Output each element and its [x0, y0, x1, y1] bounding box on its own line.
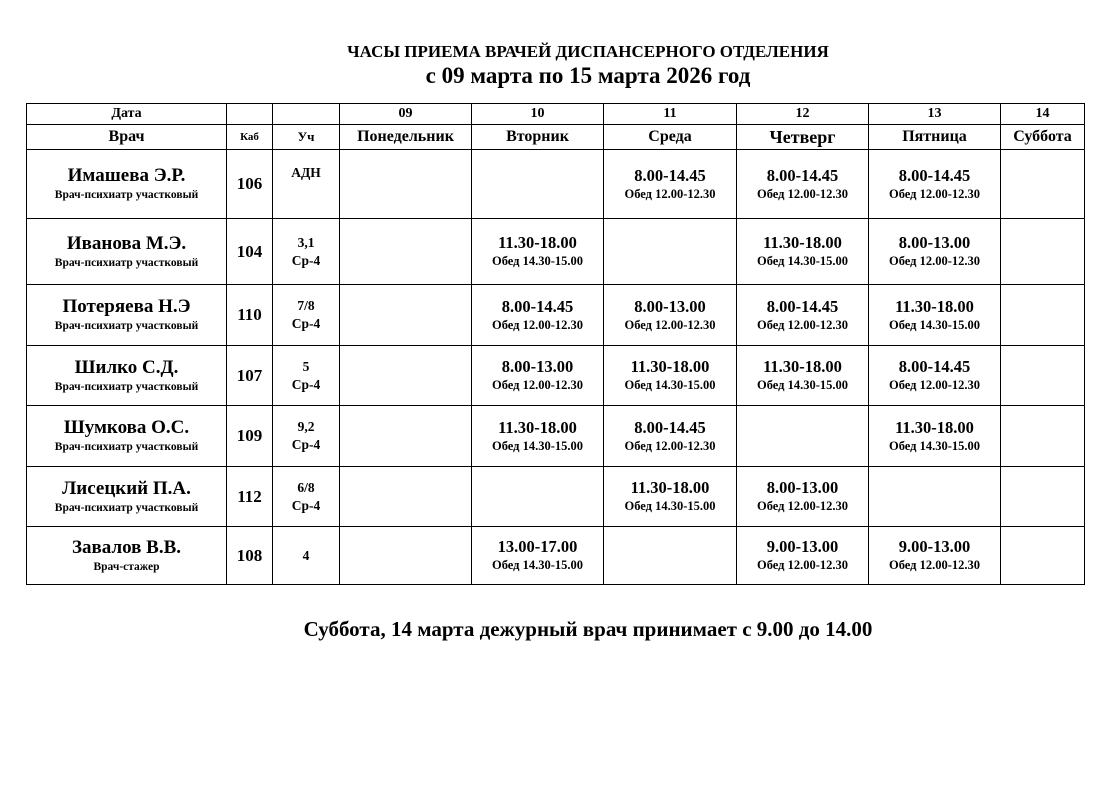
doctor-cell	[27, 467, 227, 527]
schedule-period: с 09 марта по 15 марта 2026 год	[425, 63, 751, 88]
cabinet-number: 110	[227, 285, 273, 346]
schedule-slot	[472, 346, 604, 406]
slot-content	[737, 478, 868, 515]
doctor-info	[27, 478, 226, 516]
slot-hours: 11.30-18.00	[895, 417, 974, 437]
district-extra: Ср-4	[291, 252, 321, 268]
empty-header-cell	[273, 104, 340, 125]
district-number: 6/8	[297, 479, 315, 495]
schedule-slot	[472, 219, 604, 285]
slot-hours: 8.00-14.45	[634, 165, 706, 185]
district-extra: Ср-4	[291, 376, 321, 392]
doctor-role: Врач-психиатр участковый	[54, 441, 199, 453]
date-cell: 13	[869, 104, 1001, 125]
district-number: 9,2	[297, 419, 315, 434]
schedule-slot	[737, 346, 869, 406]
slot-lunch: Обед 12.00-12.30	[756, 499, 849, 513]
slot-lunch: Обед 14.30-15.00	[624, 499, 716, 513]
schedule-slot	[737, 150, 869, 219]
slot-lunch: Обед 12.00-12.30	[624, 317, 716, 332]
date-label: Дата	[27, 104, 227, 125]
schedule-slot	[869, 527, 1001, 585]
slot-content	[472, 233, 603, 270]
document-title: ЧАСЫ ПРИЕМА ВРАЧЕЙ ДИСПАНСЕРНОГО ОТДЕЛЕНИЯ	[347, 42, 829, 61]
doctor-info	[27, 537, 226, 575]
district-cell	[273, 346, 340, 406]
slot-content	[472, 297, 603, 334]
doctor-row	[27, 346, 1085, 406]
doctor-name: Потеряева Н.Э	[62, 296, 191, 317]
district-cell	[273, 527, 340, 585]
schedule-slot	[472, 406, 604, 467]
slot-content	[737, 166, 868, 203]
schedule-slot	[737, 219, 869, 285]
schedule-slot	[1001, 467, 1085, 527]
doctor-name: Шилко С.Д.	[74, 356, 179, 378]
header-row-dates	[27, 104, 1085, 125]
schedule-slot	[472, 150, 604, 219]
slot-lunch: Обед 12.00-12.30	[888, 558, 981, 572]
district-info	[273, 547, 339, 565]
schedule-slot	[737, 406, 869, 467]
cabinet-number: 107	[227, 346, 273, 406]
slot-hours: 11.30-18.00	[763, 357, 842, 376]
slot-hours: 11.30-18.00	[498, 233, 577, 252]
district-label: Уч	[273, 125, 340, 150]
slot-content	[869, 297, 1000, 334]
slot-hours: 8.00-14.45	[898, 165, 971, 185]
slot-hours: 11.30-18.00	[498, 417, 577, 437]
date-cell: 12	[737, 104, 869, 125]
weekday-cell: Понедельник	[340, 125, 472, 150]
doctor-role: Врач-психиатр участковый	[54, 256, 199, 269]
slot-hours: 8.00-14.45	[898, 357, 971, 376]
schedule-slot	[604, 285, 737, 346]
doctor-role: Врач-психиатр участковый	[54, 501, 199, 514]
weekday-cell: Четверг	[737, 125, 869, 150]
doctor-cell	[27, 406, 227, 467]
doctor-info	[27, 233, 226, 271]
schedule-slot	[1001, 150, 1085, 219]
district-number: 3,1	[297, 234, 315, 250]
slot-content	[737, 357, 868, 394]
district-info	[273, 418, 339, 454]
slot-content	[604, 297, 736, 334]
schedule-slot	[340, 527, 472, 585]
slot-lunch: Обед 12.00-12.30	[888, 186, 981, 201]
doctor-role: Врач-стажер	[93, 560, 160, 573]
slot-lunch: Обед 12.00-12.30	[491, 378, 584, 392]
doctor-label: Врач	[27, 125, 227, 150]
schedule-slot	[869, 219, 1001, 285]
slot-hours: 11.30-18.00	[895, 296, 974, 316]
district-number: АДН	[291, 165, 321, 180]
district-info	[273, 358, 339, 394]
weekday-cell: Пятница	[869, 125, 1001, 150]
slot-content	[869, 166, 1000, 203]
doctor-info	[27, 296, 226, 334]
slot-content	[472, 357, 603, 394]
slot-lunch: Обед 12.00-12.30	[888, 254, 981, 268]
slot-lunch: Обед 14.30-15.00	[756, 378, 849, 392]
slot-lunch: Обед 14.30-15.00	[491, 438, 584, 453]
doctor-row	[27, 219, 1085, 285]
schedule-slot	[340, 150, 472, 219]
doctor-name: Имашева Э.Р.	[67, 165, 186, 186]
schedule-slot	[604, 346, 737, 406]
district-cell	[273, 150, 340, 219]
weekday-cell: Среда	[604, 125, 737, 150]
schedule-slot	[604, 150, 737, 219]
schedule-slot	[340, 467, 472, 527]
schedule-slot	[604, 406, 737, 467]
slot-hours: 9.00-13.00	[766, 537, 839, 556]
schedule-table	[26, 103, 1085, 585]
schedule-slot	[472, 527, 604, 585]
schedule-slot	[1001, 406, 1085, 467]
doctor-role: Врач-психиатр участковый	[54, 380, 199, 393]
date-cell: 10	[472, 104, 604, 125]
schedule-slot	[340, 346, 472, 406]
date-cell: 11	[604, 104, 737, 125]
slot-hours: 8.00-14.45	[634, 417, 706, 437]
schedule-slot	[1001, 219, 1085, 285]
slot-content	[869, 357, 1000, 394]
doctor-row	[27, 150, 1085, 219]
district-cell	[273, 219, 340, 285]
doctor-cell	[27, 150, 227, 219]
slot-content	[604, 166, 736, 203]
slot-hours: 11.30-18.00	[630, 478, 710, 497]
slot-lunch: Обед 14.30-15.00	[491, 558, 584, 572]
slot-hours: 8.00-13.00	[501, 357, 574, 376]
slot-lunch: Обед 14.30-15.00	[888, 438, 981, 453]
weekday-cell: Вторник	[472, 125, 604, 150]
schedule-slot	[472, 285, 604, 346]
empty-header-cell	[227, 104, 273, 125]
district-extra: Ср-4	[291, 316, 321, 331]
doctor-name: Иванова М.Э.	[66, 232, 187, 254]
slot-content	[472, 418, 603, 455]
slot-hours: 8.00-14.45	[501, 296, 574, 316]
weekday-cell: Суббота	[1001, 125, 1085, 150]
date-cell: 14	[1001, 104, 1085, 125]
cabinet-label: Каб	[227, 125, 273, 150]
slot-content	[869, 537, 1000, 574]
doctor-cell	[27, 346, 227, 406]
doctor-cell	[27, 219, 227, 285]
doctor-role: Врач-психиатр участковый	[54, 320, 199, 332]
doctor-info	[27, 357, 226, 395]
schedule-slot	[340, 406, 472, 467]
schedule-slot	[340, 285, 472, 346]
cabinet-number: 109	[227, 406, 273, 467]
date-cell: 09	[340, 104, 472, 125]
doctor-name: Лисецкий П.А.	[62, 477, 191, 499]
doctor-info	[27, 165, 226, 203]
schedule-slot	[737, 285, 869, 346]
schedule-slot	[737, 467, 869, 527]
schedule-slot	[1001, 346, 1085, 406]
cabinet-number: 104	[227, 219, 273, 285]
schedule-slot	[604, 467, 737, 527]
slot-content	[869, 418, 1000, 455]
district-extra: Ср-4	[291, 497, 321, 513]
district-info	[273, 164, 339, 182]
slot-content	[604, 357, 736, 394]
slot-hours: 13.00-17.00	[497, 537, 578, 556]
district-cell	[273, 406, 340, 467]
slot-lunch: Обед 12.00-12.30	[624, 438, 716, 453]
schedule-slot	[869, 406, 1001, 467]
district-info	[273, 234, 339, 270]
doctor-info	[27, 417, 226, 455]
slot-lunch: Обед 12.00-12.30	[624, 186, 716, 201]
schedule-slot	[869, 346, 1001, 406]
slot-hours: 9.00-13.00	[898, 537, 971, 556]
slot-content	[604, 478, 736, 515]
schedule-slot	[1001, 285, 1085, 346]
schedule-slot	[869, 467, 1001, 527]
slot-lunch: Обед 12.00-12.30	[756, 186, 849, 201]
slot-lunch: Обед 14.30-15.00	[756, 254, 849, 268]
district-number: 4	[302, 547, 310, 563]
doctor-name: Завалов В.В.	[72, 536, 181, 558]
schedule-slot	[737, 527, 869, 585]
schedule-slot	[604, 527, 737, 585]
header-row-days	[27, 125, 1085, 150]
district-info	[273, 479, 339, 515]
slot-hours: 8.00-14.45	[766, 165, 839, 185]
slot-lunch: Обед 12.00-12.30	[888, 378, 981, 392]
district-cell	[273, 285, 340, 346]
schedule-slot	[340, 219, 472, 285]
schedule-slot	[604, 219, 737, 285]
cabinet-number: 112	[227, 467, 273, 527]
slot-hours: 8.00-13.00	[634, 296, 706, 316]
slot-hours: 11.30-18.00	[763, 233, 842, 252]
district-extra: Ср-4	[291, 437, 321, 452]
district-number: 5	[302, 358, 310, 374]
slot-content	[737, 233, 868, 270]
slot-content	[737, 537, 868, 574]
schedule-slot	[472, 467, 604, 527]
slot-content	[604, 418, 736, 455]
slot-lunch: Обед 12.00-12.30	[491, 317, 584, 332]
slot-hours: 8.00-14.45	[766, 296, 839, 316]
schedule-slot	[1001, 527, 1085, 585]
doctor-row	[27, 527, 1085, 585]
schedule-slot	[869, 285, 1001, 346]
slot-lunch: Обед 14.30-15.00	[491, 254, 584, 268]
slot-lunch: Обед 12.00-12.30	[756, 317, 849, 332]
doctor-row	[27, 467, 1085, 527]
slot-hours: 11.30-18.00	[630, 357, 710, 376]
slot-content	[737, 297, 868, 334]
cabinet-number: 108	[227, 527, 273, 585]
slot-lunch: Обед 14.30-15.00	[624, 378, 716, 392]
schedule-slot	[869, 150, 1001, 219]
doctor-name: Шумкова О.С.	[63, 417, 190, 438]
doctor-cell	[27, 527, 227, 585]
slot-lunch: Обед 12.00-12.30	[756, 558, 849, 572]
district-cell	[273, 467, 340, 527]
slot-hours: 8.00-13.00	[766, 478, 839, 497]
doctor-cell	[27, 285, 227, 346]
district-number: 7/8	[297, 298, 315, 313]
duty-doctor-note: Суббота, 14 марта дежурный врач принимает с 9.00 до 14.00	[303, 617, 873, 641]
slot-hours: 8.00-13.00	[898, 233, 971, 252]
slot-content	[869, 233, 1000, 270]
doctor-role: Врач-психиатр участковый	[54, 189, 199, 201]
doctor-row	[27, 406, 1085, 467]
slot-lunch: Обед 14.30-15.00	[888, 317, 981, 332]
cabinet-number: 106	[227, 150, 273, 219]
slot-content	[472, 537, 603, 574]
district-info	[273, 297, 339, 333]
doctor-row	[27, 285, 1085, 346]
